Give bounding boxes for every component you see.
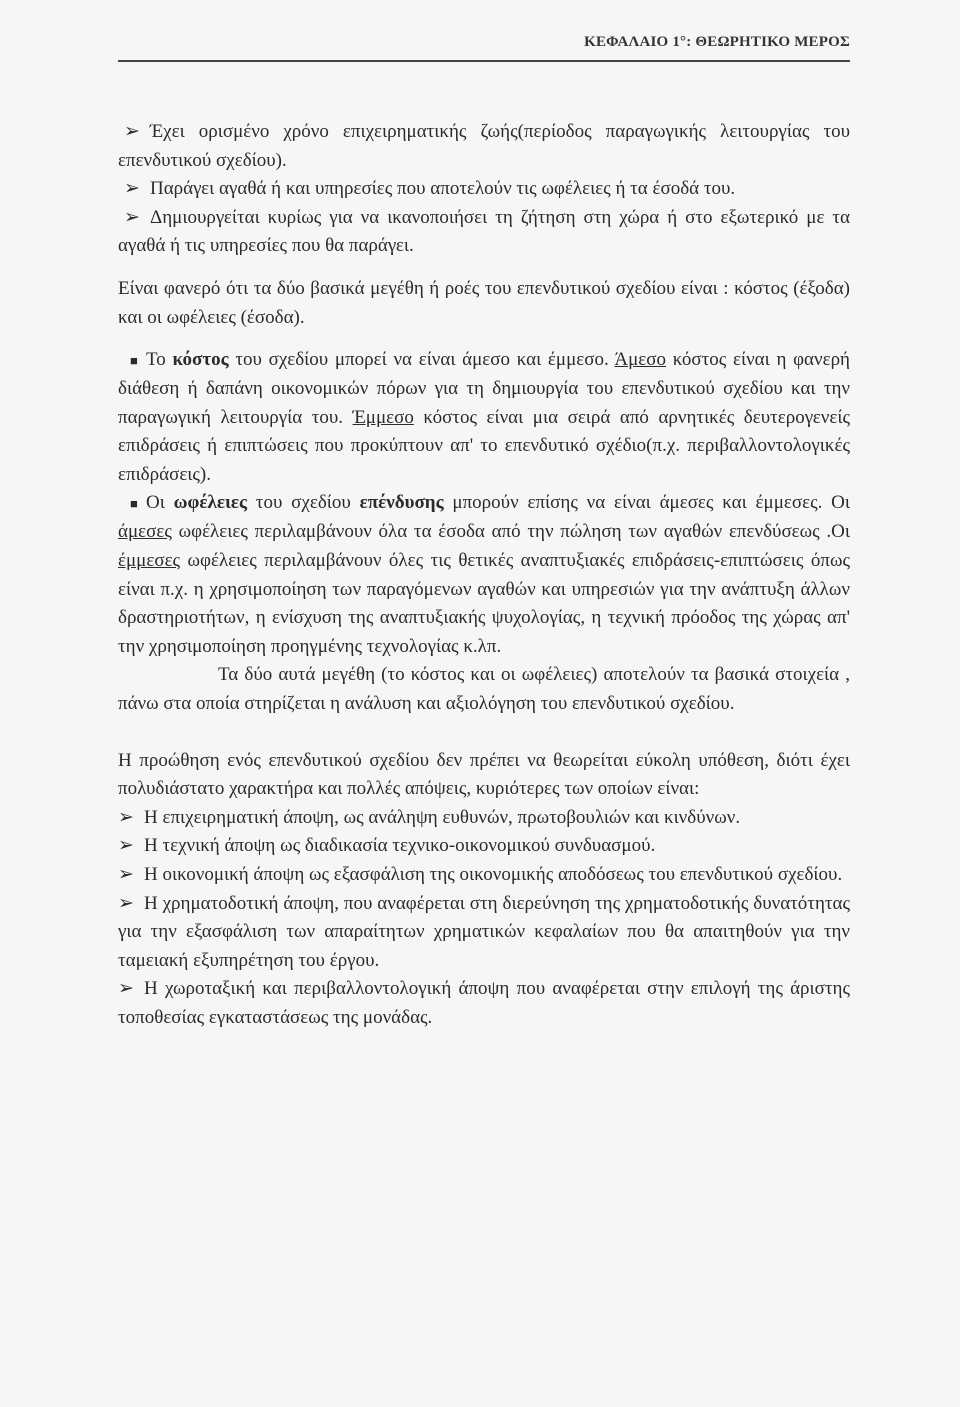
arrow-bullet-icon: ➢: [124, 178, 140, 200]
header-rule: [118, 60, 850, 62]
term-direct-benefits: άμεσες: [118, 521, 172, 543]
chapter-header: ΚΕΦΑΛΑΙΟ 1°: ΘΕΩΡΗΤΙΚΟ ΜΕΡΟΣ: [584, 34, 850, 50]
arrow-bullet-icon: ➢: [124, 121, 140, 142]
list2-item-2: ➢ Η τεχνική άποψη ως διαδικασία τεχνικο-οικονομικού συνδυασμού.: [118, 832, 850, 861]
cost-paragraph: ■ Το κόστος του σχεδίου μπορεί να είναι άμεσο και έμμεσο. Άμεσο κόστος είναι η φανερή διάθεση ή δαπάνη οικονομικών πόρων για τη δημιουργία του επενδυτικού σχεδίου και την παραγωγική λειτουργία του. Έμμεσο κόστος είναι μια σειρά από αρνητικές δευτερογενείς επιδράσεις ή επιπτώσεις που προκύπτουν απ' το επενδυτικό σχέδιο(π.χ. περιβαλλοντολογικές επιδράσεις).: [118, 346, 850, 489]
paragraph-summary: Τα δύο αυτά μεγέθη (το κόστος και οι ωφέλειες) αποτελούν τα βασικά στοιχεία , πάνω στα οποία στηρίζεται η ανάλυση και αξιολόγηση του επενδυτικού σχεδίου.: [118, 664, 850, 714]
list1-item-2: ➢ Παράγει αγαθά ή και υπηρεσίες που αποτελούν τις ωφέλειες ή τα έσοδά του.: [118, 175, 850, 204]
term-direct: Άμεσο: [614, 349, 667, 371]
paragraph-flows: Είναι φανερό ότι τα δύο βασικά μεγέθη ή ροές του επενδυτικού σχεδίου είναι : κόστος (έξοδα) και οι ωφέλειες (έσοδα).: [118, 277, 850, 328]
term-indirect: Έμμεσο: [352, 406, 414, 428]
list2-item-4: ➢ Η χρηματοδοτική άποψη, που αναφέρεται στη διερεύνηση της χρηματοδοτικής δυνατότητας για την εξασφάλιση των απαραίτητων χρηματικών κεφαλαίων που θα απαιτηθούν για την ταμειακή εξυπηρέτηση του έργου.: [118, 890, 850, 976]
list2-item-1: ➢ Η επιχειρηματική άποψη, ως ανάληψη ευθυνών, πρωτοβουλιών και κινδύνων.: [118, 804, 850, 833]
arrow-bullet-icon: ➢: [118, 978, 134, 1000]
arrow-bullet-icon: ➢: [118, 835, 134, 857]
list2-item-3: ➢ Η οικονομική άποψη ως εξασφάλιση της οικονομικής αποδόσεως του επενδυτικού σχεδίου.: [118, 861, 850, 890]
arrow-bullet-icon: ➢: [124, 206, 140, 228]
term-cost: κόστος: [172, 349, 229, 371]
term-investment: επένδυσης: [359, 492, 444, 514]
list1-item-1: ➢ Έχει ορισμένο χρόνο επιχειρηματικής ζωής(περίοδος παραγωγικής λειτουργίας του επενδυτικού σχεδίου).: [118, 118, 850, 175]
square-bullet-icon: ■: [130, 352, 138, 368]
square-bullet-icon: ■: [130, 495, 138, 511]
arrow-bullet-icon: ➢: [118, 863, 134, 885]
term-indirect-benefits: έμμεσες: [118, 550, 181, 571]
list1-item-3: ➢ Δημιουργείται κυρίως για να ικανοποιήσει τη ζήτηση στη χώρα ή στο εξωτερικό με τα αγαθά ή τις υπηρεσίες που θα παράγει.: [118, 204, 850, 261]
arrow-bullet-icon: ➢: [118, 806, 134, 828]
arrow-bullet-icon: ➢: [118, 892, 134, 914]
paragraph-perspectives: Η προώθηση ενός επενδυτικού σχεδίου δεν πρέπει να θεωρείται εύκολη υπόθεση, διότι έχει πολυδιάστατο χαρακτήρα και πολλές απόψεις, κυριότερες των οποίων είναι:: [118, 749, 850, 800]
benefits-paragraph: ■ Οι ωφέλειες του σχεδίου επένδυσης μπορούν επίσης να είναι άμεσες και έμμεσες. Οι άμεσες ωφέλειες περιλαμβάνουν όλα τα έσοδα από την πώληση των αγαθών επενδύσεως .Οι έμμεσες ωφέλειες περιλαμβάνουν όλες τις θετικές αναπτυξιακές επιδράσεις-επιπτώσεις όπως είναι π.χ. η χρησιμοποίηση των παραγόμενων αγαθών και υπηρεσιών για την ανάπτυξη άλλων δραστηριοτήτων, η ενίσχυση της αναπτυξιακής ψυχολογίας, η τεχνική πρόοδος της χώρας απ' την χρησιμοποίηση προηγμένης τεχνολογίας κ.λπ.: [118, 489, 850, 661]
term-benefits: ωφέλειες: [173, 492, 247, 514]
list2-item-5: ➢ Η χωροταξική και περιβαλλοντολογική άποψη που αναφέρεται στην επιλογή της άριστης τοποθεσίας εγκαταστάσεως της μονάδας.: [118, 975, 850, 1032]
page-body: [118, 118, 850, 1033]
